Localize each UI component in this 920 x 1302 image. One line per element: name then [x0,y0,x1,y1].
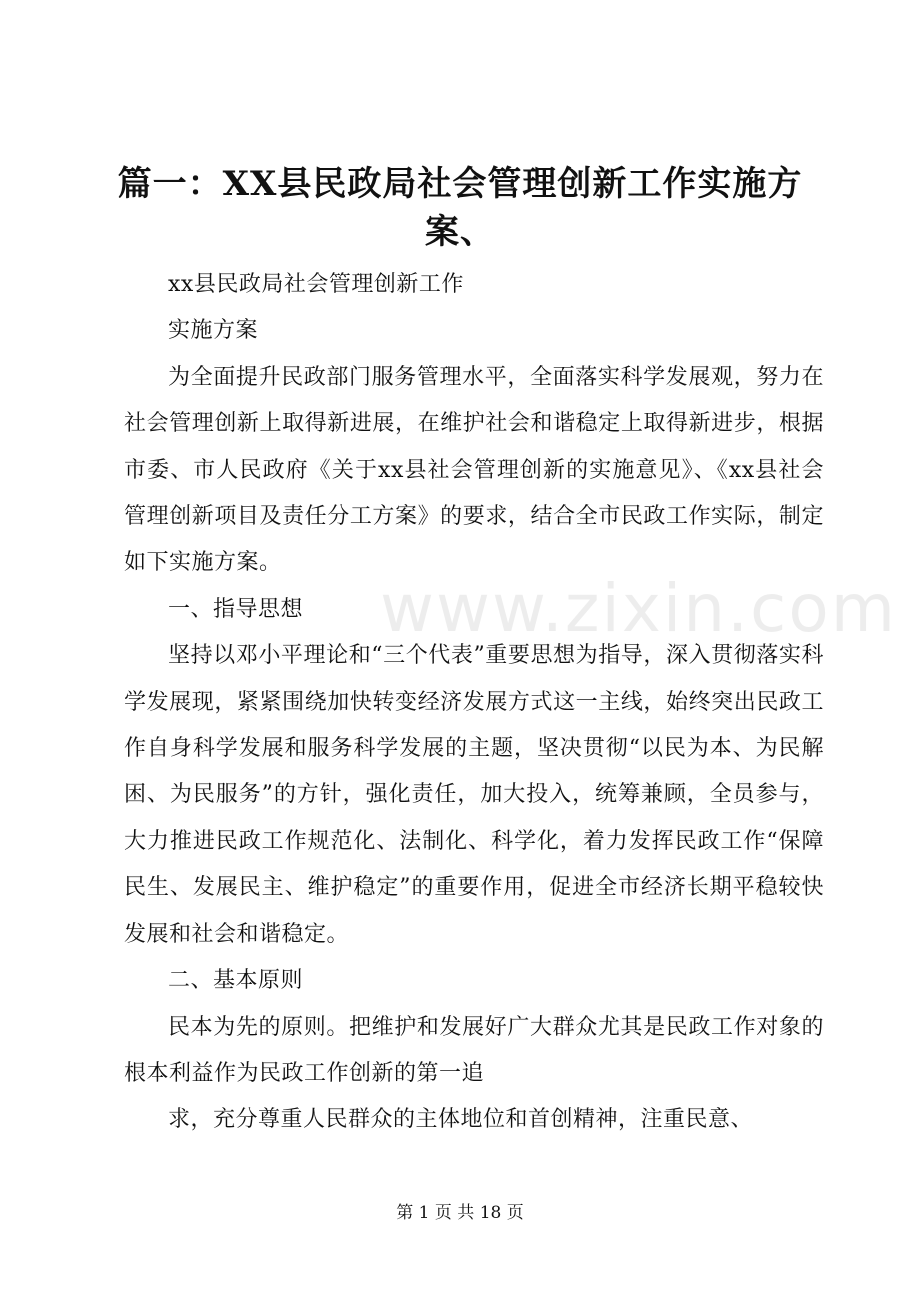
watermark: www.zixin.com [380,570,898,647]
paragraph-intro: 为全面提升民政部门服务管理水平，全面落实科学发展观，努力在社会管理创新上取得新进展，在维护社会和谐稳定上取得新进步，根据市委、市人民政府《关于xx县社会管理创新的实施意见》、《xx县社会管理创新项目及责任分工方案》的要求，结合全市民政工作实际，制定如下实施方案。 [124,364,824,576]
paragraph-principle-2: 求，充分尊重人民群众的主体地位和首创精神，注重民意、 [168,1107,754,1133]
document-body [124,262,824,1144]
paragraph-subtitle-1: xx县民政局社会管理创新工作 [168,272,464,297]
heading-guiding-thought: 一、指导思想 [168,596,304,622]
document-title: 篇一：XX县民政局社会管理创新工作实施方案、 [117,164,803,252]
paragraph-subtitle-2: 实施方案 [168,318,259,344]
heading-basic-principles: 二、基本原则 [168,968,304,994]
paragraph-guiding-thought: 坚持以邓小平理论和“三个代表”重要思想为指导，深入贯彻落实科学发展现，紧紧围绕加快转变经济发展方式这一主线，始终突出民政工作自身科学发展和服务科学发展的主题，坚决贯彻“以民为本、为民解困、为民服务”的方针，强化责任，加大投入，统筹兼顾，全员参与，大力推进民政工作规范化、法制化、科学化，着力发挥民政工作“保障民生、发展民主、维护稳定”的重要作用，促进全市经济长期平稳较快发展和社会和谐稳定。 [124,643,824,947]
paragraph-principle-1: 民本为先的原则。把维护和发展好广大群众尤其是民政工作对象的根本利益作为民政工作创新的第一追 [124,1014,824,1086]
page-footer: 第 1 页 共 18 页 [396,1203,524,1223]
